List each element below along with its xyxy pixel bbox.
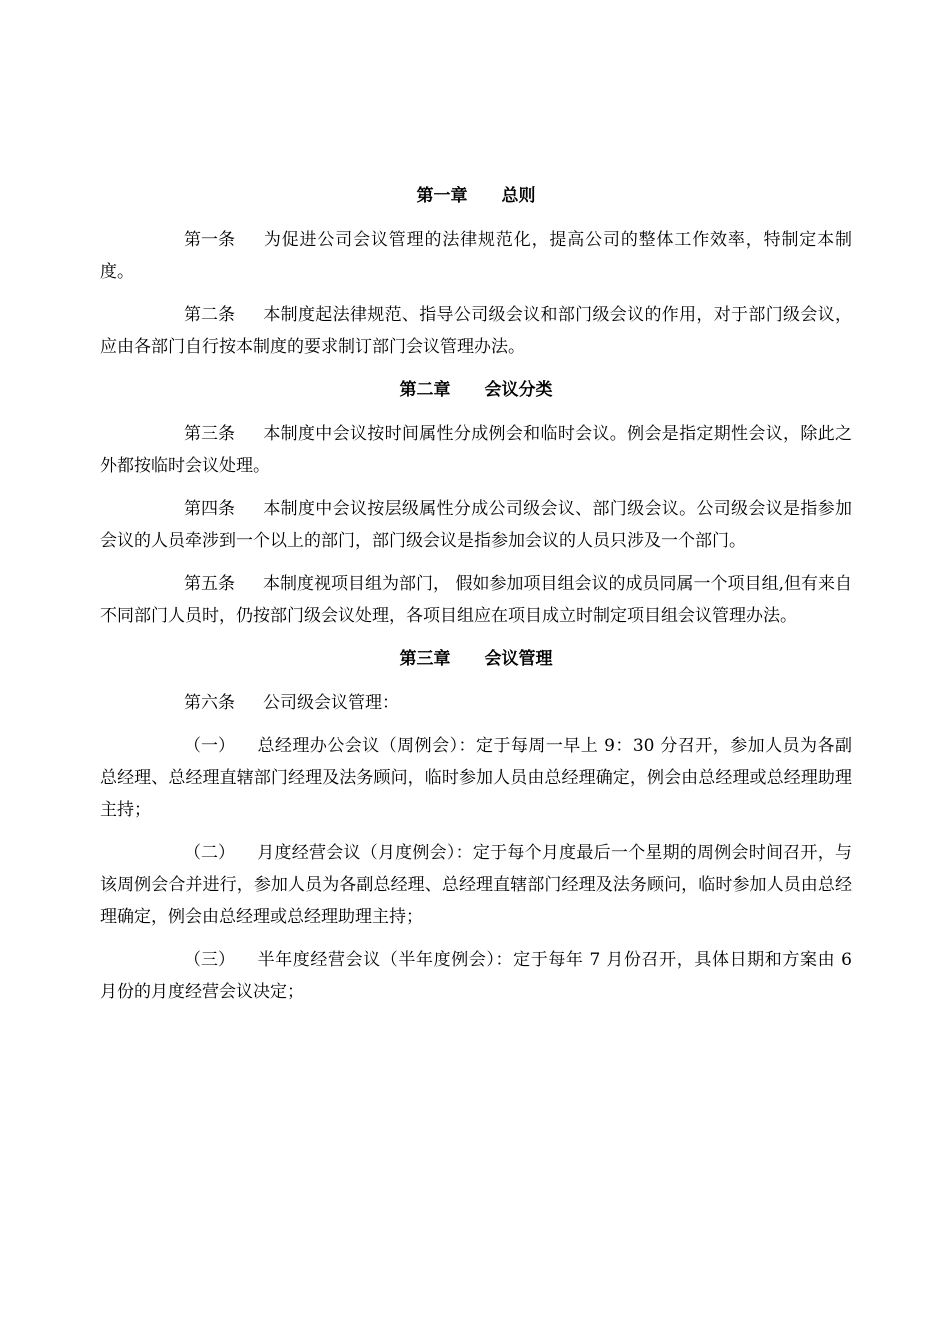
chapter-3-heading	[100, 643, 852, 675]
article-text: 本制度起法律规范、指导公司级会议和部门级会议的作用，对于部门级会议，应由各部门自行按本制度的要求制订部门会议管理办法。	[100, 305, 852, 357]
chapter-number: 第三章	[399, 649, 451, 669]
article-label: 第二条	[184, 305, 235, 325]
list-item-2	[100, 837, 852, 933]
article-text: 本制度视项目组为部门， 假如参加项目组会议的成员同属一个项目组,但有来自不同部门人员时，仍按部门级会议处理，各项目组应在项目成立时制定项目组会议管理办法。	[100, 574, 852, 626]
item-label: （一）	[184, 736, 235, 756]
item-label: （二）	[184, 843, 235, 863]
chapter-number: 第一章	[416, 186, 468, 206]
article-3	[100, 418, 852, 482]
article-label: 第六条	[184, 693, 235, 713]
article-label: 第四条	[184, 499, 235, 519]
article-label: 第一条	[184, 230, 235, 250]
item-text: 半年度经营会议（半年度例会）：定于每年 7 月份召开，具体日期和方案由 6 月份的月度经营会议决定；	[100, 950, 852, 1002]
item-text: 总经理办公会议（周例会）：定于每周一早上 9：30 分召开，参加人员为各副总经理、总经理直辖部门经理及法务顾问，临时参加人员由总经理确定，例会由总经理或总经理助理主持；	[100, 736, 852, 820]
chapter-number: 第二章	[399, 380, 451, 400]
chapter-title: 会议分类	[484, 380, 553, 400]
article-2	[100, 299, 852, 363]
article-4	[100, 493, 852, 557]
chapter-2-heading	[100, 374, 852, 406]
article-label: 第三条	[184, 424, 235, 444]
article-6	[100, 687, 852, 719]
list-item-1	[100, 730, 852, 826]
chapter-title: 会议管理	[484, 649, 553, 669]
item-text: 月度经营会议（月度例会）：定于每个月度最后一个星期的周例会时间召开，与该周例会合并进行，参加人员为各副总经理、总经理直辖部门经理及法务顾问，临时参加人员由总经理确定，例会由总经理或总经理助理主持；	[100, 843, 852, 927]
document-page	[100, 180, 852, 1019]
article-text: 本制度中会议按时间属性分成例会和临时会议。例会是指定期性会议，除此之外都按临时会议处理。	[100, 424, 852, 476]
chapter-title: 总则	[501, 186, 536, 206]
article-text: 公司级会议管理：	[263, 693, 399, 713]
chapter-1-heading	[100, 180, 852, 212]
article-label: 第五条	[184, 574, 235, 594]
article-5	[100, 568, 852, 632]
list-item-3	[100, 944, 852, 1008]
article-1	[100, 224, 852, 288]
item-label: （三）	[184, 950, 235, 970]
article-text: 本制度中会议按层级属性分成公司级会议、部门级会议。公司级会议是指参加会议的人员牵涉到一个以上的部门，部门级会议是指参加会议的人员只涉及一个部门。	[100, 499, 852, 551]
article-text: 为促进公司会议管理的法律规范化，提高公司的整体工作效率，特制定本制度。	[100, 230, 852, 282]
